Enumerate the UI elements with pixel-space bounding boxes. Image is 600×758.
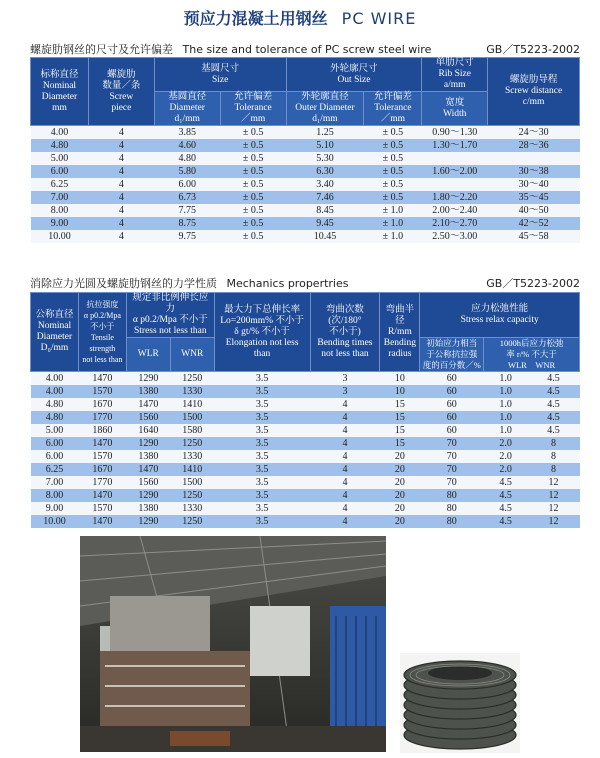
table-cell: ± 1.0 (364, 230, 422, 243)
table-cell: 8.75 (154, 217, 220, 230)
table-cell: 40～50 (488, 204, 580, 217)
table-cell: 1290 (126, 437, 170, 450)
table-cell: 4 (88, 204, 154, 217)
table-cell: 1570 (78, 385, 126, 398)
table-cell: 3.40 (286, 178, 364, 191)
table-cell: ± 0.5 (220, 204, 286, 217)
table-cell: 70 (420, 476, 484, 489)
table-cell: 1330 (170, 502, 214, 515)
section2-heading (30, 275, 580, 291)
table-cell: 3.5 (214, 437, 310, 450)
table-cell: 1410 (170, 463, 214, 476)
table-cell: 4.80 (154, 152, 220, 165)
table-cell: ± 0.5 (364, 152, 422, 165)
table-cell: 4.5 (528, 398, 580, 411)
table-cell: 8 (528, 450, 580, 463)
table-cell: 1500 (170, 476, 214, 489)
table-cell: 1330 (170, 385, 214, 398)
table-cell: 60 (420, 424, 484, 437)
table-cell: 4 (88, 217, 154, 230)
table-cell: ± 1.0 (364, 217, 422, 230)
table-cell: 3.5 (214, 372, 310, 386)
table-cell: 1.0 (484, 398, 528, 411)
table-row (31, 385, 580, 398)
table-cell: 20 (380, 502, 420, 515)
table-cell: 1.0 (484, 411, 528, 424)
table-cell: 4.5 (484, 476, 528, 489)
table-cell: ± 0.5 (364, 126, 422, 140)
mechanics-table-body (31, 372, 580, 529)
table-cell: 1380 (126, 502, 170, 515)
table-cell: ± 0.5 (220, 126, 286, 140)
table-row (31, 515, 580, 528)
table-cell: 15 (380, 424, 420, 437)
table-cell: ± 0.5 (220, 191, 286, 204)
header-screw-distance: 螺旋肋导程 Screw distance c/mm (488, 58, 580, 126)
table-cell: 2.0 (484, 437, 528, 450)
table-cell: ± 0.5 (364, 178, 422, 191)
table-cell: 7.00 (31, 191, 89, 204)
table-cell: 4.5 (528, 424, 580, 437)
table-cell: 1580 (170, 424, 214, 437)
table-cell: ± 0.5 (364, 165, 422, 178)
table-cell: 12 (528, 515, 580, 528)
table-cell: 6.00 (31, 450, 79, 463)
title-en: PC WIRE (341, 9, 417, 28)
table-cell: 6.00 (31, 165, 89, 178)
header-rib-width: 宽度 Width (422, 92, 488, 126)
table-cell: 1250 (170, 515, 214, 528)
table-cell: 60 (420, 411, 484, 424)
table-cell: 1290 (126, 372, 170, 386)
table-cell: 4.00 (31, 385, 79, 398)
header-outer-tolerance: 允许偏差 Tolerance ／mm (364, 92, 422, 126)
table-cell: 4.80 (31, 398, 79, 411)
table-cell: 4 (310, 489, 380, 502)
table-cell: 3.5 (214, 463, 310, 476)
table-cell: 1770 (78, 476, 126, 489)
table-cell: ± 0.5 (220, 139, 286, 152)
table-cell: 10.00 (31, 230, 89, 243)
table-cell: 9.75 (154, 230, 220, 243)
table-cell: 5.30 (286, 152, 364, 165)
table-cell: 1570 (78, 502, 126, 515)
table-cell: 1.25 (286, 126, 364, 140)
table-cell: ± 0.5 (220, 178, 286, 191)
section1-standard: GB／T5223-2002 (486, 43, 580, 56)
table-cell: 6.25 (31, 178, 89, 191)
table-cell: 6.25 (31, 463, 79, 476)
header-proof-wlr: WLR (126, 338, 170, 372)
header-tensile-strength: 抗拉强度 α p0.2/Mpa 不小于 Tensile strength not less than (78, 293, 126, 372)
table-cell: 1470 (78, 515, 126, 528)
table-cell: 15 (380, 398, 420, 411)
table-cell: 4 (88, 139, 154, 152)
table-cell: 24～30 (488, 126, 580, 140)
table-cell: 2.0 (484, 450, 528, 463)
table-cell: 4 (310, 411, 380, 424)
table-cell: ± 0.5 (364, 139, 422, 152)
table-cell: 1770 (78, 411, 126, 424)
table-cell: 20 (380, 463, 420, 476)
table-cell: 42～52 (488, 217, 580, 230)
table-cell: 1.0 (484, 424, 528, 437)
table-cell: 4 (310, 437, 380, 450)
table-cell: 1560 (126, 411, 170, 424)
table-cell: 4.80 (31, 411, 79, 424)
table-cell: 1470 (126, 398, 170, 411)
table-cell: 4 (310, 515, 380, 528)
table-cell: 3.5 (214, 476, 310, 489)
table-cell: 1670 (78, 398, 126, 411)
table-cell: 1640 (126, 424, 170, 437)
table-row (31, 126, 580, 140)
section2-title-cn: 消除应力光圆及螺旋肋钢丝的力学性质 (30, 277, 217, 290)
table-row (31, 476, 580, 489)
header-base-tolerance: 允许偏差 Tolerance ／mm (220, 92, 286, 126)
section1-title-en: The size and tolerance of PC screw steel wire (182, 43, 432, 56)
table-cell: 3.85 (154, 126, 220, 140)
table-cell: 4.60 (154, 139, 220, 152)
table-cell: ± 0.5 (364, 191, 422, 204)
table-row (31, 398, 580, 411)
table-cell: 1570 (78, 450, 126, 463)
table-cell: 3.5 (214, 385, 310, 398)
table-cell: 4 (88, 191, 154, 204)
table-cell: 9.00 (31, 502, 79, 515)
table-cell: 15 (380, 411, 420, 424)
table-cell: 1.80～2.20 (422, 191, 488, 204)
table-cell: ± 0.5 (220, 152, 286, 165)
table-row (31, 178, 580, 191)
table-cell: 12 (528, 489, 580, 502)
table-cell: 4 (88, 126, 154, 140)
header-proof-stress: 规定非比例伸长应力 α p0.2/Mpa 不小于 Stress not less than (126, 293, 214, 338)
page-title (0, 6, 600, 29)
table-cell: 1670 (78, 463, 126, 476)
table-cell: 4.5 (484, 502, 528, 515)
table-cell: 3.5 (214, 489, 310, 502)
table-cell: 8 (528, 437, 580, 450)
header-nominal-diameter: 标称直径 Nominal Diameter mm (31, 58, 89, 126)
table-cell (422, 152, 488, 165)
table-cell (488, 152, 580, 165)
table-cell: 20 (380, 476, 420, 489)
table-cell: 3.5 (214, 515, 310, 528)
table-row (31, 489, 580, 502)
table-cell: 3.5 (214, 398, 310, 411)
table-cell: 4.5 (484, 489, 528, 502)
factory-photo (80, 536, 386, 752)
table-cell: 3.5 (214, 502, 310, 515)
table-cell: 70 (420, 450, 484, 463)
table-cell: 4.5 (528, 411, 580, 424)
table-cell: 60 (420, 385, 484, 398)
header-stress-relax: 应力松弛性能 Stress relax capacity (420, 293, 580, 338)
table-cell: 80 (420, 515, 484, 528)
table-cell: 3.5 (214, 411, 310, 424)
table-row (31, 165, 580, 178)
table-cell: 6.00 (154, 178, 220, 191)
table-cell: 2.00～2.40 (422, 204, 488, 217)
header-nominal-d0: 公称直径 Nominal Diameter D₀/mm (31, 293, 79, 372)
table-cell: 4 (310, 450, 380, 463)
table-cell: 20 (380, 450, 420, 463)
table-cell: 1.60～2.00 (422, 165, 488, 178)
table-cell: 6.73 (154, 191, 220, 204)
table-cell: 8.00 (31, 489, 79, 502)
table-cell: 4.80 (31, 139, 89, 152)
table-cell: 30～38 (488, 165, 580, 178)
table-cell (422, 178, 488, 191)
table-cell: 2.0 (484, 463, 528, 476)
table-cell: 7.46 (286, 191, 364, 204)
header-out-size: 外轮廓尺寸 Out Size (286, 58, 422, 92)
table-cell: 1470 (126, 463, 170, 476)
table-row (31, 217, 580, 230)
table-cell: 35～45 (488, 191, 580, 204)
table-cell: 12 (528, 476, 580, 489)
table-cell: 20 (380, 515, 420, 528)
header-1000h-relax: 1000h后应力松弛 率 r/% 不大于 WLR WNR (484, 338, 580, 372)
table-cell: 1.0 (484, 385, 528, 398)
header-base-diameter: 基圆直径 Diameter d₁/mm (154, 92, 220, 126)
table-cell: 8.45 (286, 204, 364, 217)
table-cell: 0.90～1.30 (422, 126, 488, 140)
table-cell: 4 (310, 476, 380, 489)
table-cell: 1560 (126, 476, 170, 489)
table-row (31, 502, 580, 515)
table-cell: 10.45 (286, 230, 364, 243)
table-row (31, 152, 580, 165)
table-cell: ± 0.5 (220, 165, 286, 178)
table-row (31, 450, 580, 463)
steel-wire-coil-photo (400, 653, 520, 753)
header-screw-piece: 螺旋肋 数量／条 Screw piece (88, 58, 154, 126)
table-cell: 2.50～3.00 (422, 230, 488, 243)
table-cell: 30～40 (488, 178, 580, 191)
size-table-body (31, 126, 580, 244)
table-cell: 45～58 (488, 230, 580, 243)
table-cell: 1.0 (484, 372, 528, 386)
header-bending-times: 弯曲次数 (次/180° 不小于) Bending times not less than (310, 293, 380, 372)
table-cell: 4.00 (31, 372, 79, 386)
table-cell: 1250 (170, 437, 214, 450)
table-cell: 80 (420, 502, 484, 515)
table-cell: 28～36 (488, 139, 580, 152)
table-cell: 8 (528, 463, 580, 476)
table-row (31, 191, 580, 204)
table-cell: 4 (310, 398, 380, 411)
table-cell: 5.00 (31, 424, 79, 437)
size-tolerance-table (30, 57, 580, 243)
table-row (31, 204, 580, 217)
table-row (31, 230, 580, 243)
table-cell: 4 (88, 165, 154, 178)
table-cell: 7.00 (31, 476, 79, 489)
table-cell: 4.00 (31, 126, 89, 140)
table-cell: 1380 (126, 385, 170, 398)
table-cell: 8.00 (31, 204, 89, 217)
table-cell: 3 (310, 385, 380, 398)
section2-standard: GB／T5223-2002 (486, 277, 580, 290)
table-cell: 6.00 (31, 437, 79, 450)
table-cell: 10 (380, 385, 420, 398)
table-cell: 4 (310, 463, 380, 476)
section2-title-en: Mechanics propertries (226, 277, 349, 290)
table-cell: 4 (88, 230, 154, 243)
table-cell: 4.5 (528, 372, 580, 386)
table-cell: 4 (88, 178, 154, 191)
table-cell: 3.5 (214, 450, 310, 463)
table-cell: 5.80 (154, 165, 220, 178)
table-cell: 4.5 (528, 385, 580, 398)
table-cell: 70 (420, 437, 484, 450)
table-cell: 3 (310, 372, 380, 386)
table-cell: 5.10 (286, 139, 364, 152)
table-cell: 1290 (126, 515, 170, 528)
header-initial-stress: 初始应力相当 于公称抗拉强 度的百分数／% (420, 338, 484, 372)
table-cell: 7.75 (154, 204, 220, 217)
header-elongation: 最大力下总伸长率 Lo=200mm% 不小于 δ gt/% 不小于 Elongation not less than (214, 293, 310, 372)
header-bending-radius: 弯曲半径 R/mm Bending radius (380, 293, 420, 372)
mechanics-table (30, 292, 580, 528)
table-row (31, 437, 580, 450)
section1-title-cn: 螺旋肋钢丝的尺寸及允许偏差 (30, 43, 173, 56)
table-cell: 3.5 (214, 424, 310, 437)
table-cell: 4.5 (484, 515, 528, 528)
table-cell: 4 (310, 424, 380, 437)
table-cell: 1330 (170, 450, 214, 463)
table-cell: 1470 (78, 372, 126, 386)
table-row (31, 411, 580, 424)
table-cell: 9.45 (286, 217, 364, 230)
table-cell: 1380 (126, 450, 170, 463)
table-cell: 5.00 (31, 152, 89, 165)
table-cell: 60 (420, 398, 484, 411)
table-cell: 6.30 (286, 165, 364, 178)
table-cell: 4 (88, 152, 154, 165)
table-cell: 10 (380, 372, 420, 386)
header-rib-size: 单肋尺寸 Rib Size a/mm (422, 58, 488, 92)
table-cell: 1470 (78, 437, 126, 450)
header-outer-diameter: 外轮廓直径 Outer Diameter d₁/mm (286, 92, 364, 126)
header-base-size: 基圆尺寸 Size (154, 58, 286, 92)
header-proof-wnr: WNR (170, 338, 214, 372)
table-cell: 80 (420, 489, 484, 502)
table-cell: 1250 (170, 372, 214, 386)
table-cell: 1860 (78, 424, 126, 437)
table-cell: 70 (420, 463, 484, 476)
section1-heading (30, 41, 580, 57)
table-row (31, 463, 580, 476)
table-cell: 9.00 (31, 217, 89, 230)
table-cell: ± 1.0 (364, 204, 422, 217)
table-cell: 1.30～1.70 (422, 139, 488, 152)
table-cell: ± 0.5 (220, 217, 286, 230)
table-cell: 20 (380, 489, 420, 502)
table-cell: 60 (420, 372, 484, 386)
table-cell: 10.00 (31, 515, 79, 528)
table-cell: ± 0.5 (220, 230, 286, 243)
table-cell: 1250 (170, 489, 214, 502)
title-cn: 预应力混凝土用钢丝 (183, 9, 328, 28)
table-cell: 4 (310, 502, 380, 515)
table-cell: 15 (380, 437, 420, 450)
table-row (31, 424, 580, 437)
table-row (31, 139, 580, 152)
table-row (31, 372, 580, 386)
table-cell: 2.10～2.70 (422, 217, 488, 230)
table-cell: 1470 (78, 489, 126, 502)
table-cell: 1290 (126, 489, 170, 502)
table-cell: 12 (528, 502, 580, 515)
table-cell: 1410 (170, 398, 214, 411)
table-cell: 1500 (170, 411, 214, 424)
